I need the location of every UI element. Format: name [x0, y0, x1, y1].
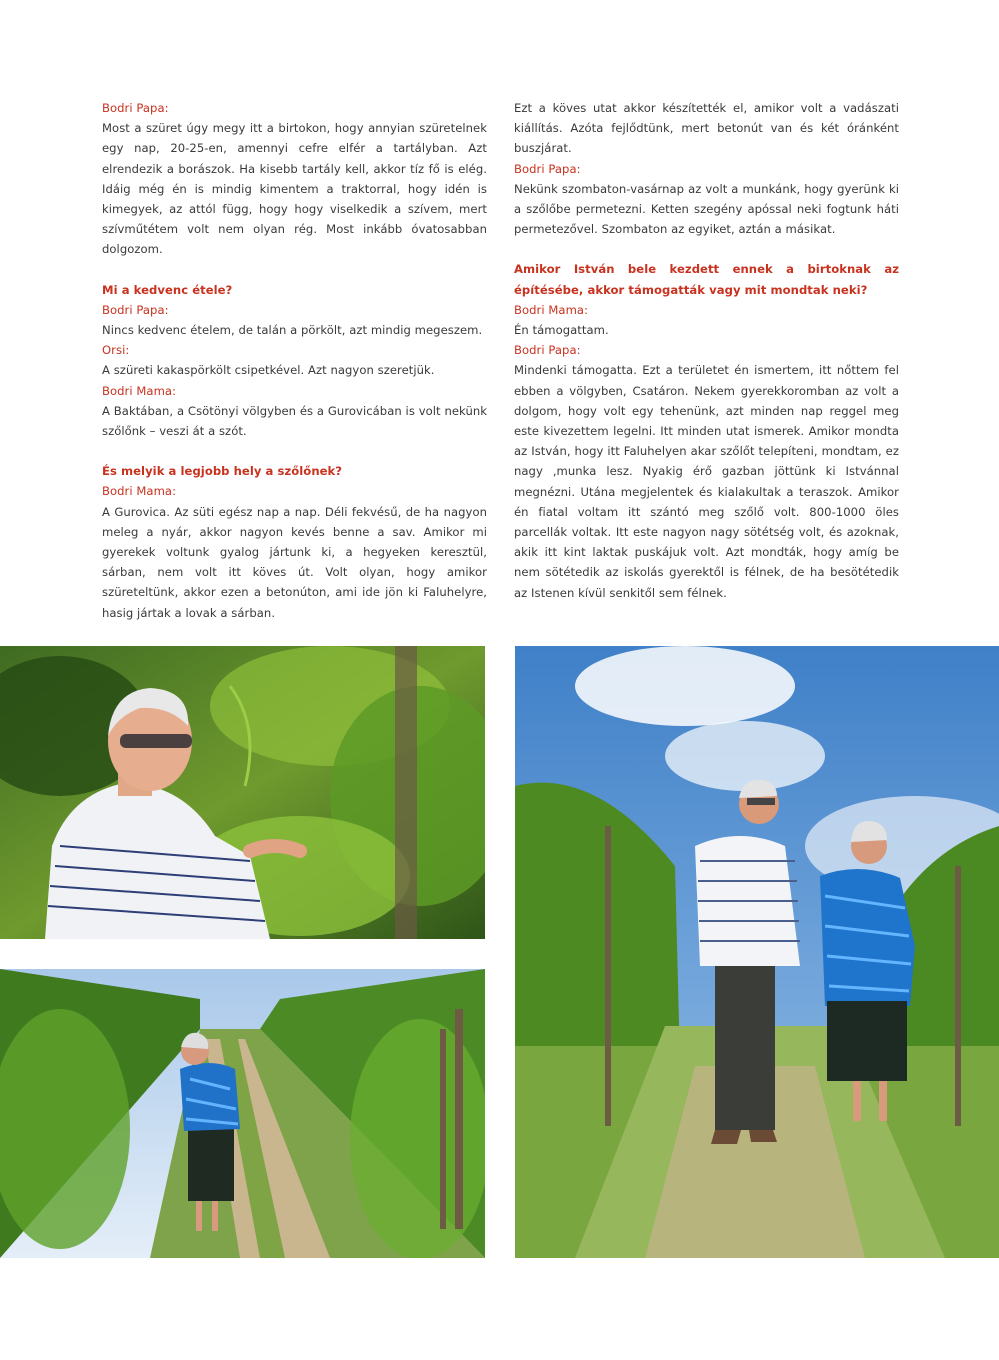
- paragraph-gap: [102, 441, 487, 461]
- speaker-label: Bodri Papa:: [514, 161, 581, 176]
- article-right-column: [514, 98, 899, 603]
- photo-woman-in-vineyard-row: [0, 969, 485, 1258]
- speaker-label: Bodri Mama:: [102, 484, 177, 499]
- article-left-column: [102, 98, 487, 623]
- interview-question: És melyik a legjobb hely a szőlőnek?: [102, 464, 343, 479]
- answer-paragraph: A Gurovica. Az süti egész nap a nap. Déli fekvésű, de ha nagyon meleg a nyár, akkor nagyon kevés benne a sav. Amikor mi gyerekek voltunk gyalog jártunk ki, a hegyeken keresztül, sárban, nem volt itt köves út. Volt olyan, hogy amikor szüreteltünk, akkor ezen a betonúton, ami ide jön ki Faluhelyre, hasig jártak a lovak a sárban.: [102, 504, 487, 620]
- speaker-label: Bodri Mama:: [102, 383, 177, 398]
- speaker-label: Orsi:: [102, 343, 130, 358]
- answer-paragraph: Nekünk szombaton-vasárnap az volt a munkánk, hogy gyerünk ki a szőlőbe permetezni. Ketten szegény apóssal neki fogtunk háti permetezővel. Szombaton az egyiket, aztán a másikat.: [514, 181, 899, 237]
- speaker-label: Bodri Papa:: [514, 343, 581, 358]
- speaker-label: Bodri Papa:: [102, 101, 169, 115]
- speaker-label: Bodri Mama:: [514, 302, 589, 317]
- answer-paragraph: Nincs kedvenc ételem, de talán a pörkölt, azt mindig megeszem.: [102, 323, 483, 338]
- interview-question: Mi a kedvenc étele?: [102, 282, 233, 297]
- answer-paragraph: Mindenki támogatta. Ezt a területet én ismertem, itt nőttem fel ebben a völgyben, Csatáron. Nekem gyerekkoromban az volt a dolgom, hogy volt egy tehenünk, azt minden nap reggel meg este kivezettem legelni. Itt minden utat ismerek. Amikor mondta az István, hogy itt Faluhelyen akar szőlőt telepíteni, mondtam, ez nagy ‚munka lesz. Nyakig érő gazban jöttünk ki Istvánnal megnézni. Utána megjelentek és kialakultak a teraszok. Amikor én fiatal voltam itt szántó meg szőlő volt. 800-1000 öles parcellák voltak. Itt este nagyon nagy sötétség volt, és azoknak, akik itt kint laktak puskájuk volt. Azt mondták, hogy amíg be nem sötétedik az iskolás gyerektől is félnek, de ha besötétedik az Istenen kívül senkitől sem félnek.: [514, 363, 899, 600]
- interview-question: Amikor István bele kezdett ennek a birtoknak az építésébe, akkor támogatták vagy mit mondtak neki?: [514, 262, 899, 297]
- answer-paragraph: A szüreti kakaspörkölt csipetkével. Azt nagyon szeretjük.: [102, 363, 435, 378]
- speaker-label: Bodri Papa:: [102, 302, 169, 317]
- answer-paragraph: Ezt a köves utat akkor készítették el, amikor volt a vadászati kiállítás. Azóta fejlődtünk, mert betonút van és két óránként buszjárat.: [514, 101, 899, 156]
- answer-paragraph: Most a szüret úgy megy itt a birtokon, hogy annyian szüretelnek egy nap, 20-25-en, amennyi cefre elfér a tartályban. Azt elrendezik a borászok. Ha kisebb tartály kell, akkor tíz fő is elég. Idáig még én is mindig kimentem a traktorral, hogy idén is kimegyek, az attól függ, hogy hogy viselkedik a szívem, mert szívműtétem volt nem olyan rég. Most inkább óvatosabban dolgozom.: [102, 121, 487, 257]
- paragraph-gap: [514, 239, 899, 259]
- answer-paragraph: A Baktában, a Csötönyi völgyben és a Gurovicában is volt nekünk szőlőnk – veszi át a szót.: [102, 403, 487, 439]
- answer-paragraph: Én támogattam.: [514, 323, 609, 338]
- photo-man-in-vineyard: [0, 646, 485, 939]
- photo-couple-in-vineyard: [515, 646, 999, 1258]
- paragraph-gap: [102, 260, 487, 280]
